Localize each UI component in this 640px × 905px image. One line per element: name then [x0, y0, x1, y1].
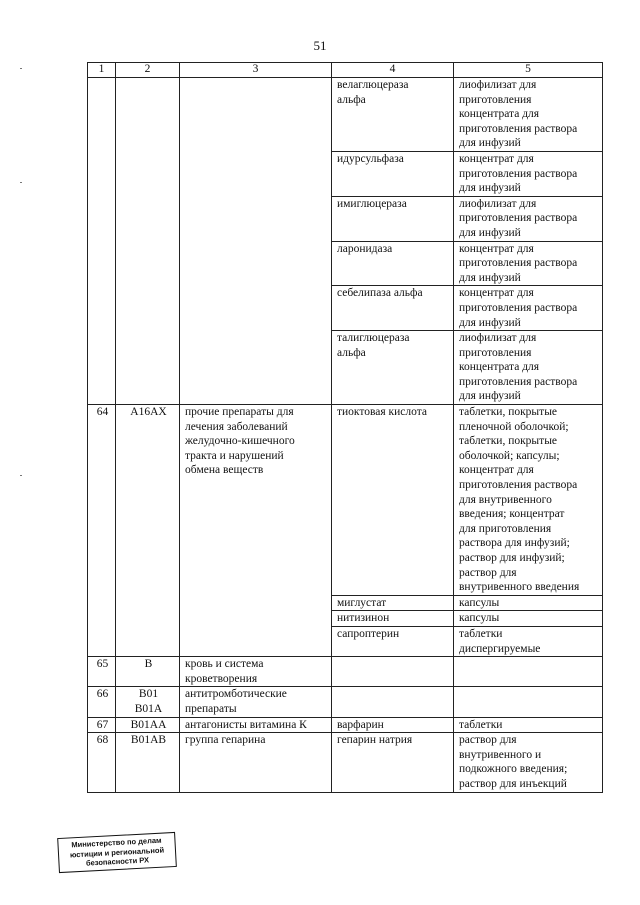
- margin-mark: [20, 68, 22, 69]
- dosage-form-cell: лиофилизат для приготовления концентрата для приготовления раствора для инфузий: [454, 331, 603, 405]
- dosage-form-cell: таблетки, покрытые пленочной оболочкой; таблетки, покрытые оболочкой; капсулы; концентрат для приготовления раствора для внутривенного введения; концентрат для приготовления раствора для инфузий; раствор для инфузий; раствор для внутривенного введения: [454, 405, 603, 596]
- ministry-stamp: Министерство по делам юстиции и региональной безопасности РХ: [57, 832, 177, 873]
- atc-code-cell: B: [116, 657, 180, 687]
- header-col-2: 2: [116, 63, 180, 78]
- dosage-form-cell: концентрат для приготовления раствора для инфузий: [454, 151, 603, 196]
- row-number-cell: [88, 78, 116, 405]
- drug-name-cell: имиглюцераза: [332, 196, 454, 241]
- header-col-3: 3: [180, 63, 332, 78]
- group-name-cell: группа гепарина: [180, 733, 332, 792]
- row-number-cell: 64: [88, 405, 116, 657]
- dosage-form-cell: капсулы: [454, 611, 603, 627]
- group-name-cell: [180, 78, 332, 405]
- table-row: [88, 657, 603, 687]
- drug-name-cell: ларонидаза: [332, 241, 454, 286]
- atc-code-cell: B01AB: [116, 733, 180, 792]
- dosage-form-cell: раствор для внутривенного и подкожного введения; раствор для инъекций: [454, 733, 603, 792]
- group-name-cell: антитромботические препараты: [180, 687, 332, 717]
- atc-code-cell: B01 B01A: [116, 687, 180, 717]
- drug-name-cell: [332, 687, 454, 717]
- dosage-form-cell: концентрат для приготовления раствора для инфузий: [454, 241, 603, 286]
- row-number-cell: 65: [88, 657, 116, 687]
- group-name-cell: кровь и система кроветворения: [180, 657, 332, 687]
- drug-name-cell: идурсульфаза: [332, 151, 454, 196]
- drug-name-cell: тиоктовая кислота: [332, 405, 454, 596]
- drug-name-cell: сапроптерин: [332, 626, 454, 656]
- dosage-form-cell: концентрат для приготовления раствора для инфузий: [454, 286, 603, 331]
- dosage-form-cell: таблетки: [454, 717, 603, 733]
- group-name-cell: прочие препараты для лечения заболеваний желудочно-кишечного тракта и нарушений обмена веществ: [180, 405, 332, 657]
- header-row: [88, 63, 603, 78]
- margin-mark: [20, 182, 22, 183]
- dosage-form-cell: [454, 657, 603, 687]
- dosage-form-cell: лиофилизат для приготовления концентрата для приготовления раствора для инфузий: [454, 78, 603, 152]
- drug-name-cell: варфарин: [332, 717, 454, 733]
- row-number-cell: 68: [88, 733, 116, 792]
- header-col-1: 1: [88, 63, 116, 78]
- header-col-4: 4: [332, 63, 454, 78]
- group-name-cell: антагонисты витамина К: [180, 717, 332, 733]
- drug-name-cell: талиглюцераза альфа: [332, 331, 454, 405]
- drug-name-cell: гепарин натрия: [332, 733, 454, 792]
- drug-name-cell: себелипаза альфа: [332, 286, 454, 331]
- margin-mark: [20, 475, 22, 476]
- table-row: [88, 405, 603, 596]
- row-number-cell: 66: [88, 687, 116, 717]
- drug-list-table: [87, 62, 603, 793]
- table-row: [88, 717, 603, 733]
- table-row: [88, 733, 603, 792]
- drug-name-cell: велаглюцераза альфа: [332, 78, 454, 152]
- table-row: [88, 687, 603, 717]
- drug-name-cell: нитизинон: [332, 611, 454, 627]
- dosage-form-cell: лиофилизат для приготовления раствора для инфузий: [454, 196, 603, 241]
- dosage-form-cell: [454, 687, 603, 717]
- atc-code-cell: B01AA: [116, 717, 180, 733]
- page-number: 51: [313, 38, 327, 53]
- atc-code-cell: [116, 78, 180, 405]
- header-col-5: 5: [454, 63, 603, 78]
- row-number-cell: 67: [88, 717, 116, 733]
- dosage-form-cell: капсулы: [454, 595, 603, 611]
- drug-name-cell: [332, 657, 454, 687]
- atc-code-cell: A16AX: [116, 405, 180, 657]
- table-row: [88, 78, 603, 152]
- drug-name-cell: миглустат: [332, 595, 454, 611]
- dosage-form-cell: таблетки диспергируемые: [454, 626, 603, 656]
